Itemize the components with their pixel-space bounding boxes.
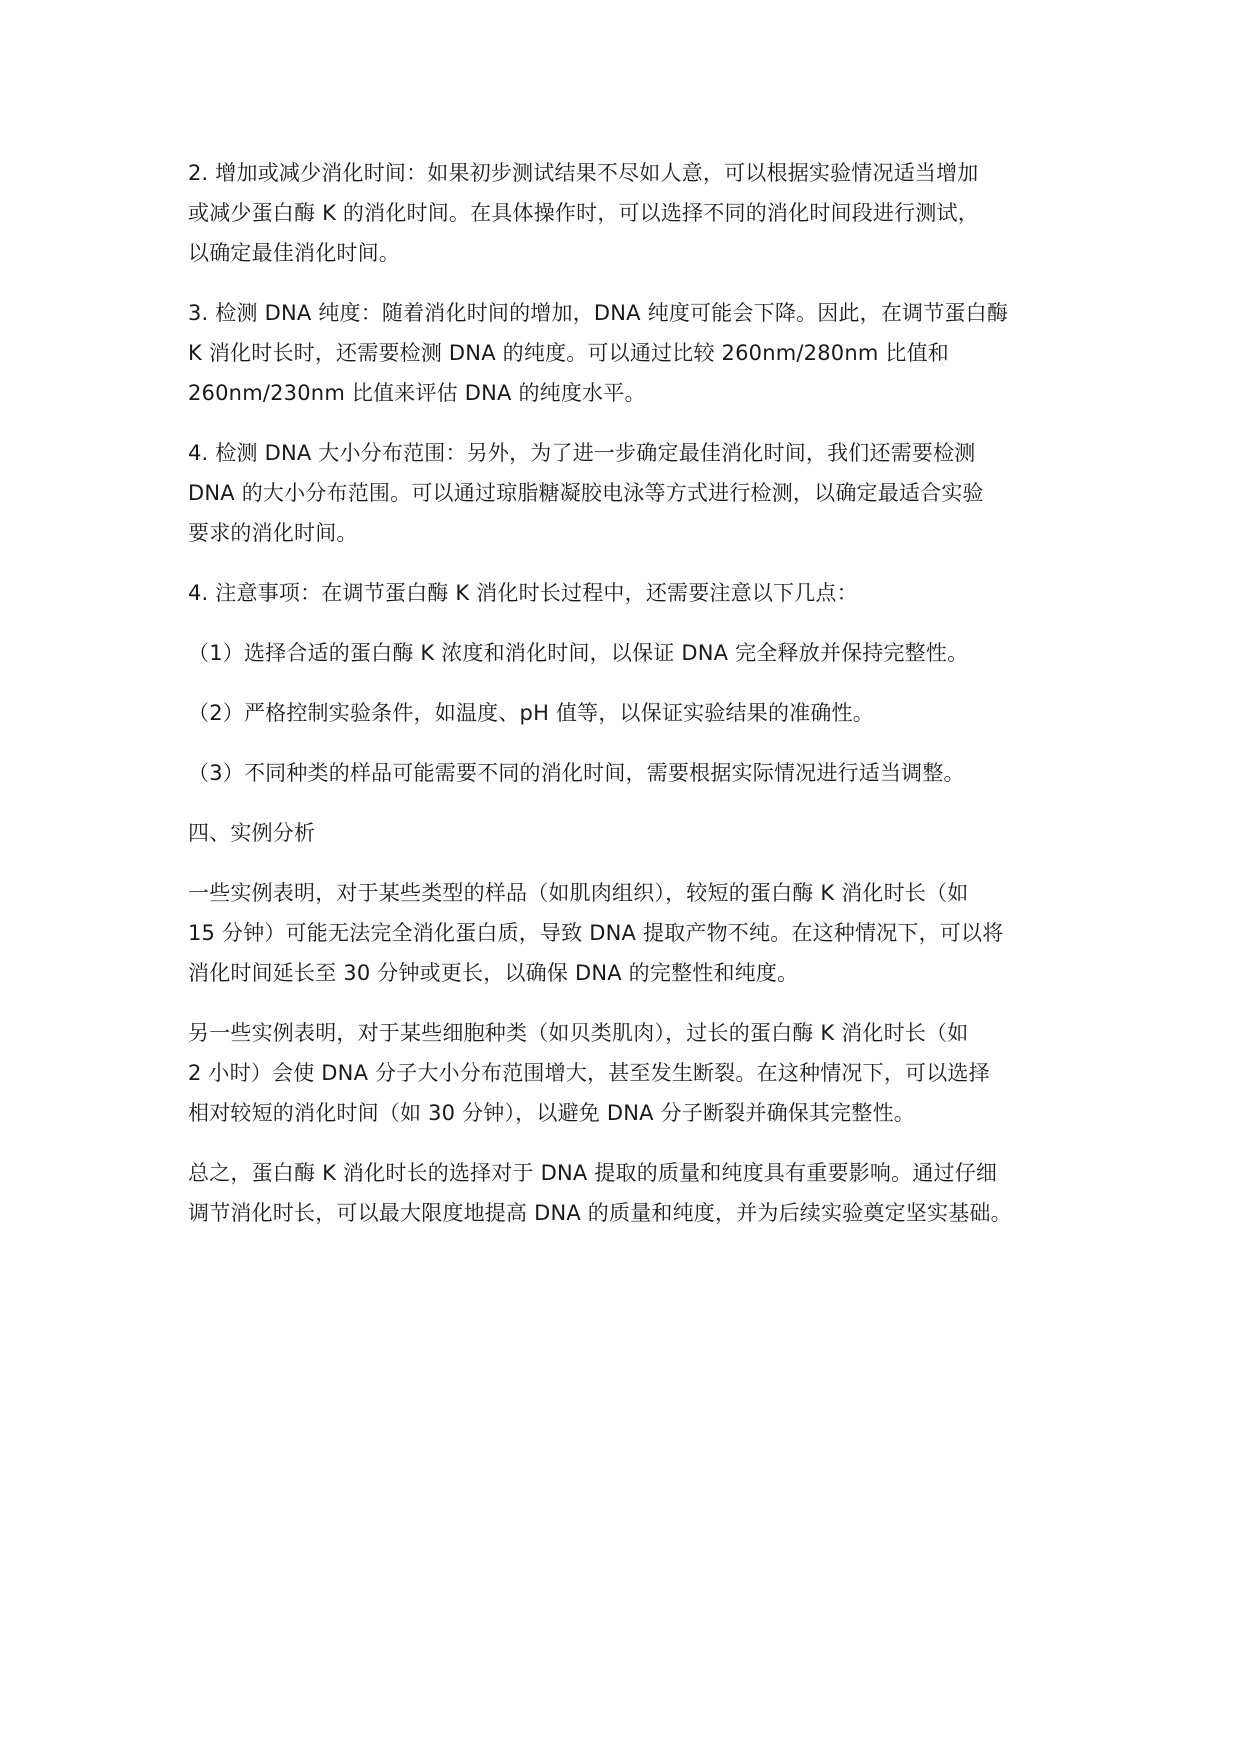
paragraph-note-3: [188, 753, 1088, 793]
text-line: 15 分钟）可能无法完全消化蛋白质，导致 DNA 提取产物不纯。在这种情况下，可以将: [188, 921, 1004, 945]
paragraph-gap: [188, 853, 1088, 873]
paragraph-gap: [188, 793, 1088, 813]
paragraph-dna-size-distribution: [188, 433, 1088, 553]
document-body: [188, 153, 1088, 1233]
text-line: 4. 检测 DNA 大小分布范围：另外，为了进一步确定最佳消化时间，我们还需要检测: [188, 441, 976, 465]
text-line: 2 小时）会使 DNA 分子大小分布范围增大，甚至发生断裂。在这种情况下，可以选择: [188, 1061, 990, 1085]
text-line: 总之，蛋白酶 K 消化时长的选择对于 DNA 提取的质量和纯度具有重要影响。通过仔细: [188, 1161, 998, 1185]
text-line: 或减少蛋白酶 K 的消化时间。在具体操作时，可以选择不同的消化时间段进行测试，: [188, 201, 979, 225]
text-line: （2）严格控制实验条件，如温度、pH 值等，以保证实验结果的准确性。: [188, 701, 874, 725]
text-line: 四、实例分析: [188, 821, 316, 845]
text-line: 调节消化时长，可以最大限度地提高 DNA 的质量和纯度，并为后续实验奠定坚实基础。: [188, 1201, 1012, 1225]
text-line: 要求的消化时间。: [188, 521, 358, 545]
paragraph-gap: [188, 993, 1088, 1013]
text-line: 另一些实例表明，对于某些细胞种类（如贝类肌肉），过长的蛋白酶 K 消化时长（如: [188, 1021, 969, 1045]
paragraph-notes-heading: [188, 573, 1088, 613]
paragraph-summary: [188, 1153, 1088, 1233]
paragraph-gap: [188, 733, 1088, 753]
text-line: 消化时间延长至 30 分钟或更长，以确保 DNA 的完整性和纯度。: [188, 961, 799, 985]
text-line: 以确定最佳消化时间。: [188, 241, 400, 265]
paragraph-case-shellfish: [188, 1013, 1088, 1133]
text-line: 4. 注意事项：在调节蛋白酶 K 消化时长过程中，还需要注意以下几点：: [188, 581, 858, 605]
section-heading-case-analysis: [188, 813, 1088, 853]
text-line: K 消化时长时，还需要检测 DNA 的纯度。可以通过比较 260nm/280nm 比值和: [188, 341, 949, 365]
paragraph-gap: [188, 673, 1088, 693]
paragraph-note-1: [188, 633, 1088, 673]
text-line: DNA 的大小分布范围。可以通过琼脂糖凝胶电泳等方式进行检测，以确定最适合实验: [188, 481, 984, 505]
paragraph-dna-purity: [188, 293, 1088, 413]
text-line: 260nm/230nm 比值来评估 DNA 的纯度水平。: [188, 381, 646, 405]
text-line: 相对较短的消化时间（如 30 分钟），以避免 DNA 分子断裂并确保其完整性。: [188, 1101, 915, 1125]
paragraph-gap: [188, 553, 1088, 573]
text-line: 2. 增加或减少消化时间：如果初步测试结果不尽如人意，可以根据实验情况适当增加: [188, 161, 979, 185]
paragraph-note-2: [188, 693, 1088, 733]
paragraph-gap: [188, 613, 1088, 633]
paragraph-gap: [188, 1133, 1088, 1153]
paragraph-case-muscle-tissue: [188, 873, 1088, 993]
text-line: 一些实例表明，对于某些类型的样品（如肌肉组织），较短的蛋白酶 K 消化时长（如: [188, 881, 969, 905]
paragraph-adjust-digestion-time: [188, 153, 1088, 273]
paragraph-gap: [188, 273, 1088, 293]
text-line: （3）不同种类的样品可能需要不同的消化时间，需要根据实际情况进行适当调整。: [188, 761, 965, 785]
paragraph-gap: [188, 413, 1088, 433]
text-line: 3. 检测 DNA 纯度：随着消化时间的增加，DNA 纯度可能会下降。因此，在调节蛋白酶: [188, 301, 1009, 325]
text-line: （1）选择合适的蛋白酶 K 浓度和消化时间，以保证 DNA 完全释放并保持完整性。: [188, 641, 969, 665]
